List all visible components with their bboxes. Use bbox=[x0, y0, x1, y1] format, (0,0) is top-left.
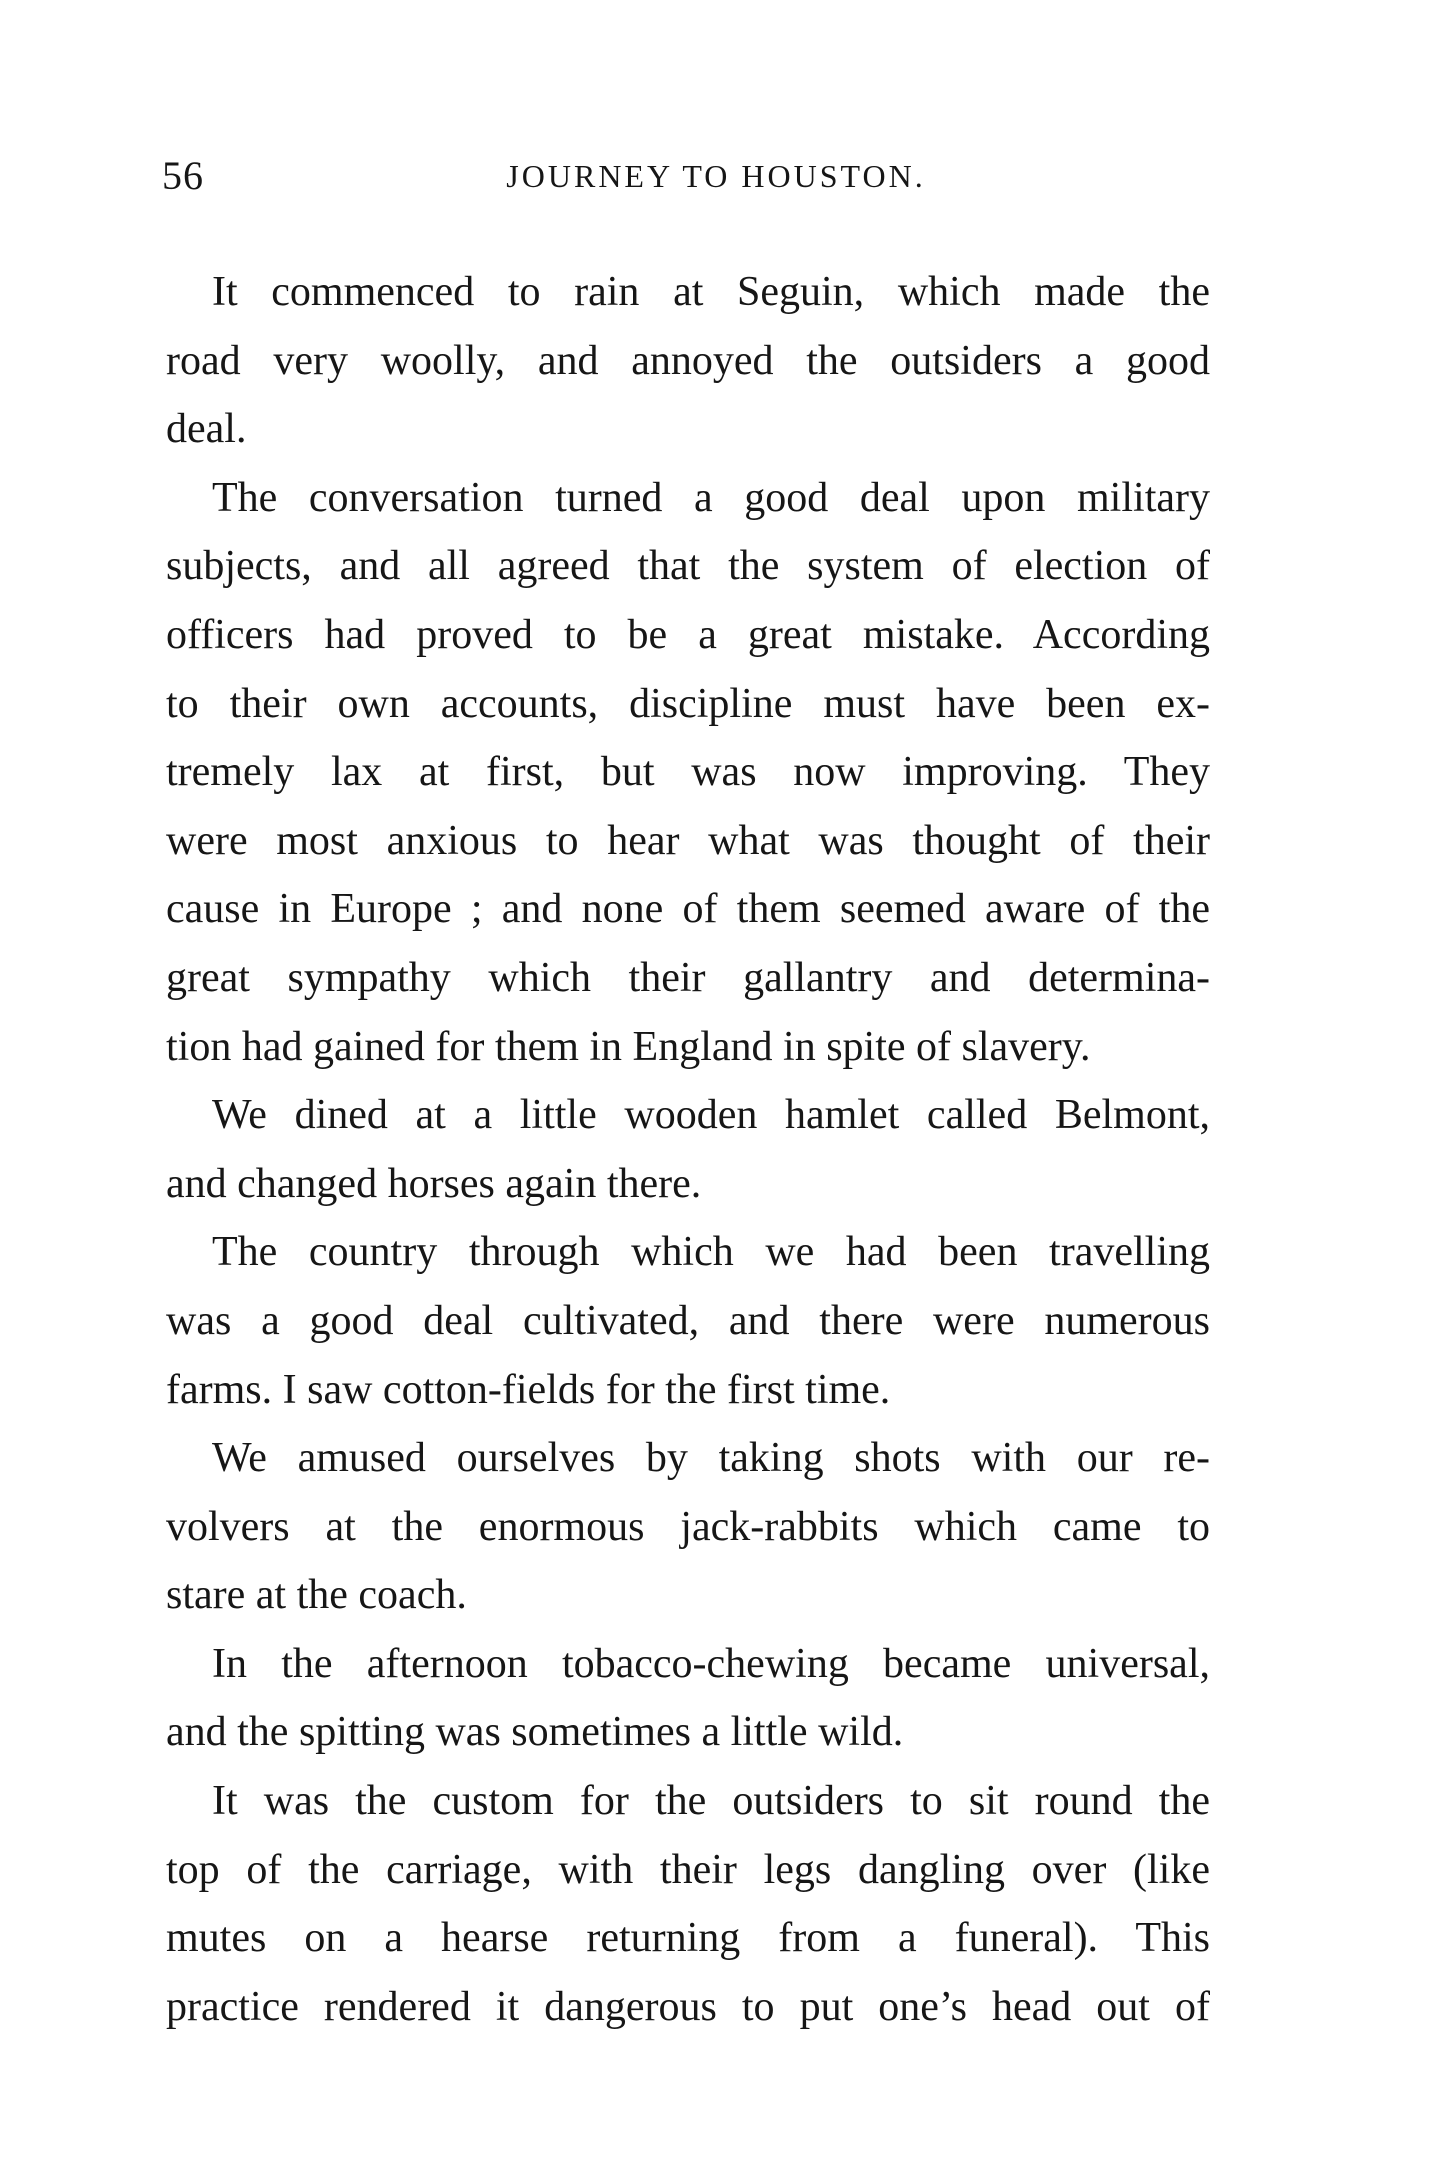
text-line: officers had proved to be a great mistake. According bbox=[166, 611, 1210, 658]
text-line: cause in Europe ; and none of them seemed aware of the bbox=[166, 886, 1210, 933]
text-line: were most anxious to hear what was thought of their bbox=[166, 817, 1210, 864]
text-line: mutes on a hearse returning from a funeral). This bbox=[166, 1915, 1210, 1962]
text-line: tremely lax at first, but was now improving. They bbox=[166, 749, 1210, 796]
text-line: The country through which we had been travelling bbox=[212, 1229, 1210, 1276]
text-line: and changed horses again there. bbox=[166, 1160, 702, 1207]
text-line: practice rendered it dangerous to put one’s head out of bbox=[166, 1983, 1210, 2030]
body-text bbox=[166, 258, 1210, 2041]
running-title: JOURNEY TO HOUSTON. bbox=[506, 158, 926, 194]
text-line: It commenced to rain at Seguin, which made the bbox=[212, 269, 1210, 315]
text-line: road very woolly, and annoyed the outsiders a good bbox=[166, 337, 1210, 384]
text-line: We dined at a little wooden hamlet called Belmont, bbox=[212, 1092, 1210, 1139]
paragraph bbox=[166, 1081, 1210, 1218]
page-header bbox=[162, 152, 1210, 212]
paragraph bbox=[166, 258, 1210, 464]
paragraph bbox=[166, 1424, 1210, 1630]
text-line: top of the carriage, with their legs dangling over (like bbox=[166, 1846, 1210, 1893]
paragraph bbox=[166, 1218, 1210, 1424]
text-line: subjects, and all agreed that the system of election of bbox=[166, 543, 1210, 590]
text-line: and the spitting was sometimes a little wild. bbox=[166, 1709, 904, 1756]
text-line: stare at the coach. bbox=[166, 1572, 467, 1619]
text-line: The conversation turned a good deal upon military bbox=[212, 474, 1210, 521]
page-number: 56 bbox=[162, 153, 204, 198]
text-line: great sympathy which their gallantry and determina- bbox=[166, 954, 1210, 1001]
text-line: tion had gained for them in England in spite of slavery. bbox=[166, 1023, 1091, 1070]
text-line: farms. I saw cotton-fields for the first time. bbox=[166, 1366, 891, 1413]
text-line: deal. bbox=[166, 406, 247, 453]
text-line: was a good deal cultivated, and there were numerous bbox=[166, 1297, 1210, 1344]
text-line: to their own accounts, discipline must have been ex- bbox=[166, 680, 1210, 727]
paragraph bbox=[166, 464, 1210, 1081]
text-line: It was the custom for the outsiders to sit round the bbox=[212, 1778, 1210, 1825]
text-line: In the afternoon tobacco-chewing became universal, bbox=[212, 1640, 1210, 1687]
text-line: We amused ourselves by taking shots with our re- bbox=[212, 1435, 1210, 1482]
paragraph bbox=[166, 1630, 1210, 1767]
text-line: volvers at the enormous jack-rabbits which came to bbox=[166, 1503, 1210, 1550]
paragraph bbox=[166, 1767, 1210, 2041]
